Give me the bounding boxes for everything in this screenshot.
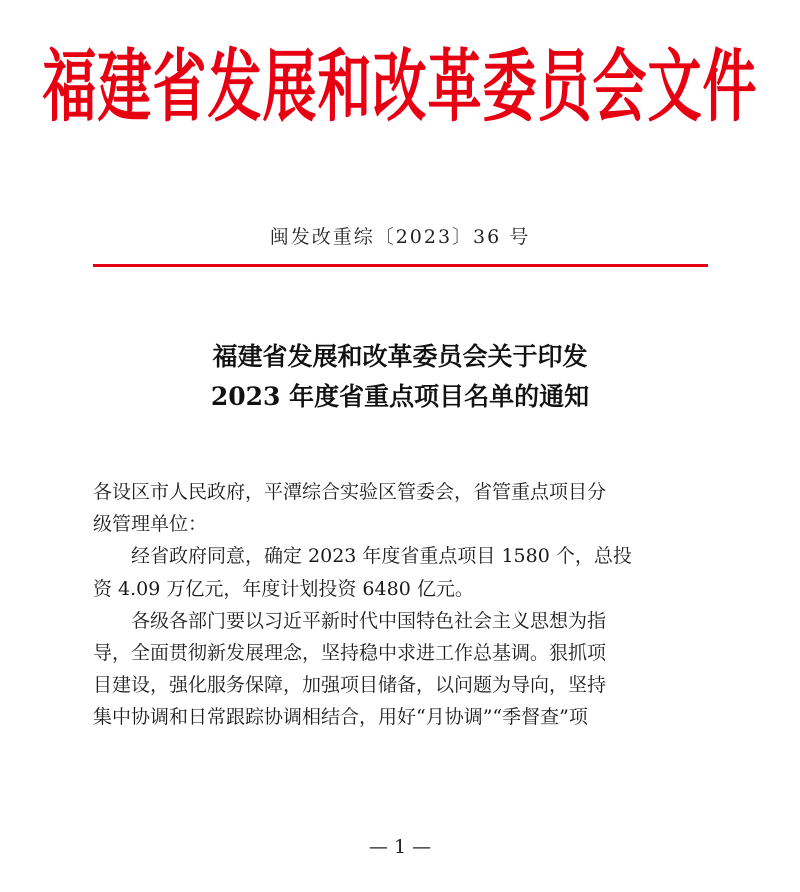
red-separator-line	[93, 264, 708, 267]
body-line: 导，全面贯彻新发展理念，坚持稳中求进工作总基调。狠抓项	[93, 642, 607, 665]
body-line: 集中协调和日常跟踪协调相结合，用好“月协调”“季督查”项	[93, 706, 588, 729]
notice-title-line-2: 2023 年度省重点项目名单的通知	[210, 382, 590, 411]
page-number: — 1 —	[368, 836, 432, 858]
notice-body	[93, 476, 713, 734]
body-line: 级管理单位：	[93, 513, 208, 536]
body-line: 各级各部门要以习近平新时代中国特色社会主义思想为指	[131, 609, 607, 632]
notice-title-line-1: 福建省发展和改革委员会关于印发	[212, 342, 588, 371]
document-masthead: 福建省发展和改革委员会文件	[42, 39, 758, 133]
document-number: 闽发改重综〔2023〕36 号	[269, 226, 531, 248]
body-line: 目建设，强化服务保障，加强项目储备，以问题为导向，坚持	[93, 674, 607, 697]
body-line: 各设区市人民政府，平潭综合实验区管委会，省管重点项目分	[93, 481, 607, 503]
notice-title	[0, 337, 800, 417]
body-line: 经省政府同意，确定 2023 年度省重点项目 1580 个，总投	[131, 545, 632, 568]
body-line: 资 4.09 万亿元，年度计划投资 6480 亿元。	[93, 577, 474, 600]
